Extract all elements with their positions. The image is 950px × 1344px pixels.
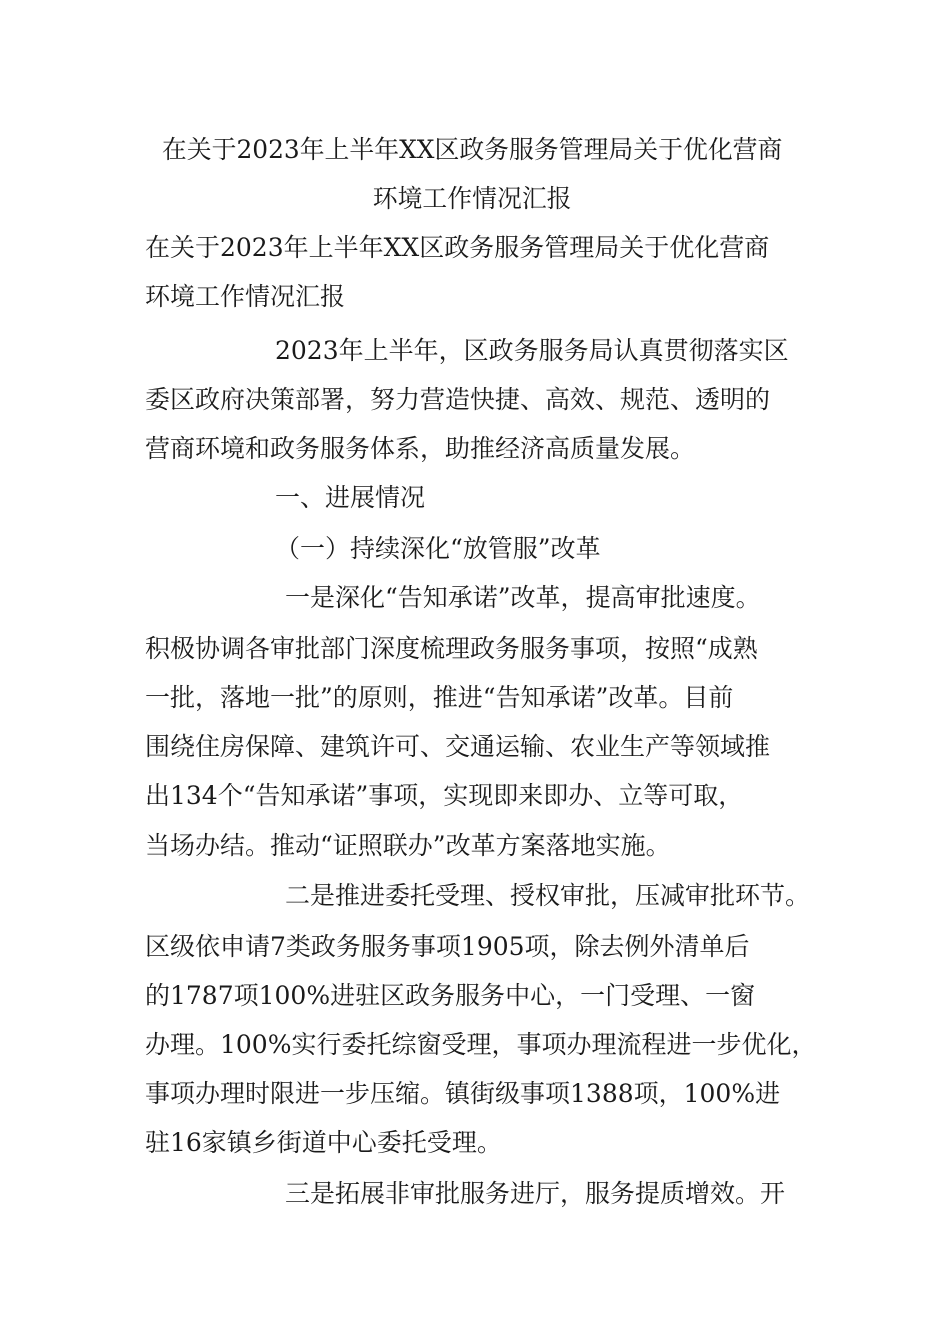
document-title-line-1: 在关于2023年上半年XX区政务服务管理局关于优化营商 [161,135,783,164]
item-1-line-1: 一是深化“告知承诺”改革，提高审批速度。 [285,583,761,612]
item-2-line-5: 事项办理时限进一步压缩。镇街级事项1388项，100%进 [145,1079,781,1108]
item-3-line-1: 三是拓展非审批服务进厅，服务提质增效。开 [285,1179,786,1208]
intro-line-2: 委区政府决策部署，努力营造快捷、高效、规范、透明的 [145,385,771,414]
section-heading: 一、进展情况 [275,483,426,512]
item-1-line-6: 当场办结。推动“证照联办”改革方案落地实施。 [145,831,671,860]
item-1-line-2: 积极协调各审批部门深度梳理政务服务事项，按照“成熟 [145,634,758,663]
heading-line-2: 环境工作情况汇报 [145,282,346,311]
item-1-line-5: 出134个“告知承诺”事项，实现即来即办、立等可取， [145,781,744,810]
document-title-line-2: 环境工作情况汇报 [372,184,572,213]
subsection-heading: （一）持续深化“放管服”改革 [275,534,601,563]
item-2-line-1: 二是推进委托受理、授权审批，压减审批环节。 [285,881,811,910]
intro-line-1: 2023年上半年，区政务服务局认真贯彻落实区 [275,336,789,365]
item-2-line-6: 驻16家镇乡街道中心委托受理。 [145,1128,502,1157]
item-2-line-4: 办理。100%实行委托综窗受理，事项办理流程进一步优化， [145,1030,817,1059]
intro-line-3: 营商环境和政务服务体系，助推经济高质量发展。 [145,434,696,463]
heading-line-1: 在关于2023年上半年XX区政务服务管理局关于优化营商 [145,233,770,262]
item-1-line-4: 围绕住房保障、建筑许可、交通运输、农业生产等领域推 [145,732,771,761]
item-2-line-3: 的1787项100%进驻区政务服务中心，一门受理、一窗 [145,981,756,1010]
item-1-line-3: 一批，落地一批”的原则，推进“告知承诺”改革。目前 [145,683,734,712]
item-2-line-2: 区级依申请7类政务服务事项1905项，除去例外清单后 [145,932,750,961]
